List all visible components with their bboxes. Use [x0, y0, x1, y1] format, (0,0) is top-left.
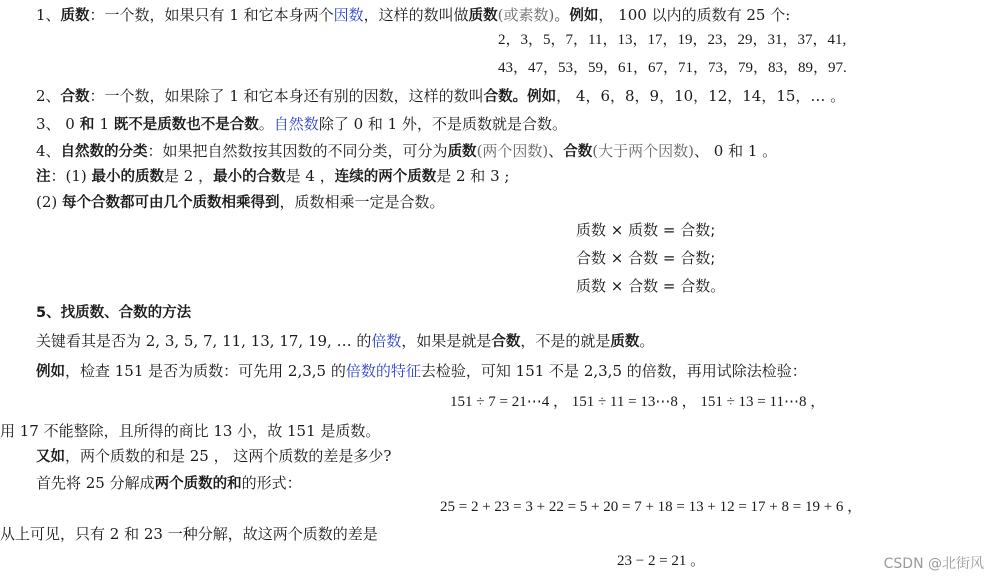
rule-prime-composite: 质数 × 合数 = 合数。 — [576, 277, 726, 295]
example-2-step: 首先将 25 分解成两个质数的和的形式： — [36, 474, 302, 492]
example-1-conclusion: 用 17 不能整除，且所得的商比 13 小，故 151 是质数。 — [0, 422, 381, 440]
item-2-line: 2、合数：一个数，如果除了 1 和它本身还有别的因数，这样的数叫合数。例如， 4，6，8，9，10，12，14，15，… 。 — [36, 87, 846, 105]
example-2-answer: 23 − 2 = 21 。 — [617, 553, 706, 569]
link-multiple[interactable]: 倍数 — [371, 332, 402, 350]
note-line-1: 注：(1) 最小的质数是 2 ，最小的合数是 4 ，连续的两个质数是 2 和 3 ; — [36, 167, 510, 185]
link-factor[interactable]: 因数 — [333, 6, 364, 24]
csdn-watermark: CSDN @北街风 — [883, 556, 984, 572]
note-line-2: (2) 每个合数都可由几个质数相乘得到，质数相乘一定是合数。 — [36, 193, 445, 211]
link-natural-number[interactable]: 自然数 — [273, 115, 319, 133]
item-4-line: 4、自然数的分类：如果把自然数按其因数的不同分类，可分为质数(两个因数)、合数(大于两个因数)、 0 和 1 。 — [36, 142, 778, 160]
item-5-body: 关键看其是否为 2, 3, 5, 7, 11, 13, 17, 19, … 的倍数，如果是就是合数，不是的就是质数。 — [36, 332, 655, 350]
item-1-line: 1、质数：一个数，如果只有 1 和它本身两个因数，这样的数叫做质数(或素数)。例如， 100 以内的质数有 25 个: — [36, 6, 791, 24]
term-prime: 质数 — [60, 8, 90, 24]
example-2-math: 25 = 2 + 23 = 3 + 22 = 5 + 20 = 7 + 18 = 13 + 12 = 17 + 8 = 19 + 6 ， — [440, 499, 863, 515]
primes-list-2: 43，47，53，59，61，67，71，73，79，83，89，97. — [498, 60, 847, 76]
primes-list-1: 2，3，5，7，11，13，17，19，23，29，31，37，41, — [498, 32, 847, 48]
example-2-line: 又如，两个质数的和是 25 ， 这两个质数的差是多少? — [36, 447, 392, 465]
example-1-line: 例如，检查 151 是否为质数：可先用 2,3,5 的倍数的特征去检验，可知 151 不是 2,3,5 的倍数，再用试除法检验： — [36, 362, 807, 380]
example-1-math: 151 ÷ 7 = 21⋯4 ， 151 ÷ 11 = 13⋯8 ， 151 ÷ 13 = 11⋯8 ， — [450, 394, 826, 410]
item-5-heading: 5、找质数、合数的方法 — [36, 305, 192, 321]
example-2-conclusion: 从上可见，只有 2 和 23 一种分解，故这两个质数的差是 — [0, 525, 378, 543]
link-multiple-features[interactable]: 倍数的特征 — [345, 362, 421, 380]
rule-composite-composite: 合数 × 合数 = 合数; — [576, 249, 716, 267]
item-3-line: 3、 0 和 1 既不是质数也不是合数。自然数除了 0 和 1 外，不是质数就是合数。 — [36, 115, 567, 133]
term-composite: 合数 — [60, 89, 90, 105]
rule-prime-prime: 质数 × 质数 = 合数; — [576, 221, 716, 239]
